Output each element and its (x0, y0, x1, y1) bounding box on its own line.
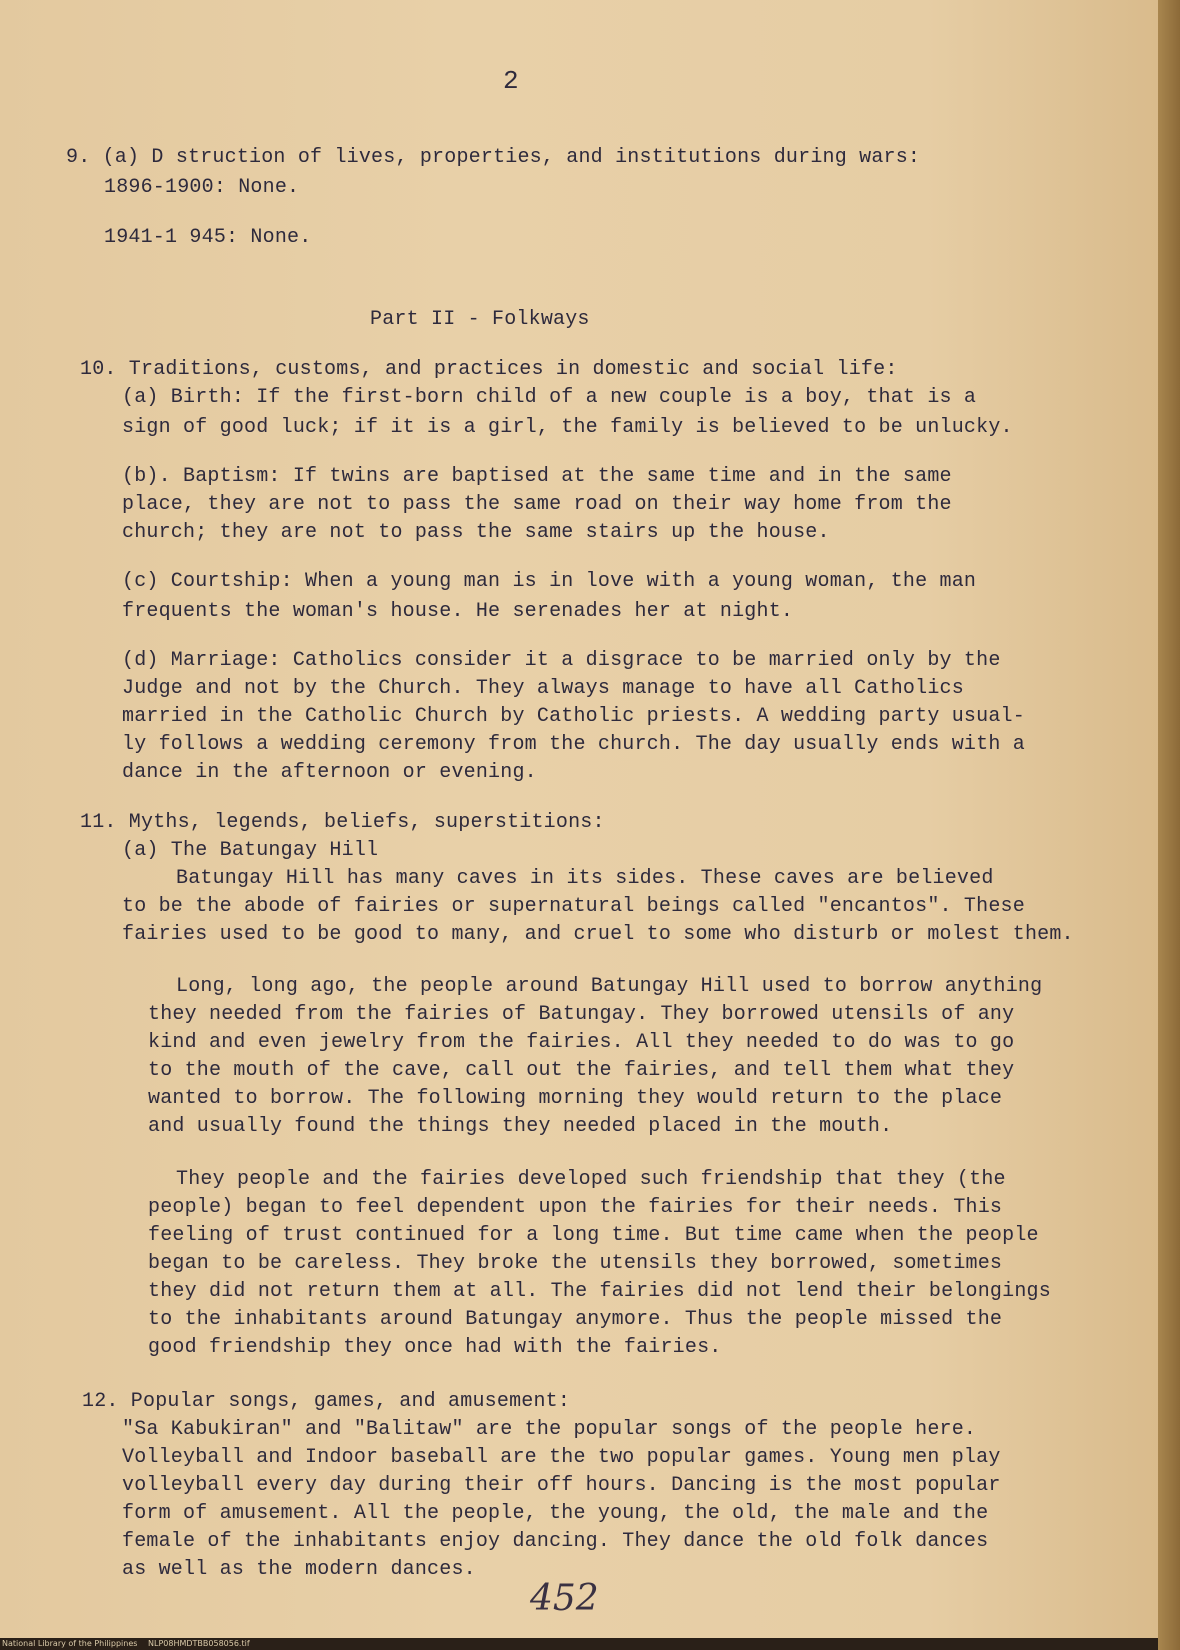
marriage-text: ly follows a wedding ceremony from the church. The day usually ends with a (122, 733, 1025, 756)
legend-text: they did not return them at all. The fairies did not lend their belongings (148, 1280, 1051, 1303)
amusement-text: "Sa Kabukiran" and "Balitaw" are the popular songs of the people here. (122, 1418, 977, 1441)
file-name: NLP08HMDTBB058056.tif (148, 1639, 250, 1648)
legend-text: fairies used to be good to many, and cruel to some who disturb or molest them. (122, 923, 1074, 946)
marriage-text: (d) Marriage: Catholics consider it a disgrace to be married only by the (122, 649, 1001, 672)
legend-text: feeling of trust continued for a long time. But time came when the people (148, 1224, 1039, 1247)
legend-text: people) began to feel dependent upon the fairies for their needs. This (148, 1196, 1003, 1219)
legend-text: Batungay Hill has many caves in its sides. These caves are believed (176, 867, 994, 890)
library-credit: National Library of the Philippines (2, 1639, 138, 1648)
legend-title: (a) The Batungay Hill (122, 839, 379, 862)
birth-text: (a) Birth: If the first-born child of a new couple is a boy, that is a (122, 386, 977, 409)
baptism-text: place, they are not to pass the same road on their way home from the (122, 493, 952, 516)
legend-text: they needed from the fairies of Batungay. They borrowed utensils of any (148, 1003, 1015, 1026)
section-9-line: 9. (a) D struction of lives, properties, and institutions during wars: (66, 146, 921, 169)
amusement-text: Volleyball and Indoor baseball are the two popular games. Young men play (122, 1446, 1001, 1469)
page-edge (1158, 0, 1180, 1650)
legend-text: to be the abode of fairies or supernatural beings called "encantos". These (122, 895, 1025, 918)
marriage-text: married in the Catholic Church by Catholic priests. A wedding party usual- (122, 705, 1025, 728)
legend-text: to the mouth of the cave, call out the fairies, and tell them what they (148, 1059, 1015, 1082)
legend-text: began to be careless. They broke the utensils they borrowed, sometimes (148, 1252, 1003, 1275)
amusement-text: form of amusement. All the people, the young, the old, the male and the (122, 1502, 989, 1525)
page-number: 2 (503, 66, 519, 96)
section-10-heading: 10. Traditions, customs, and practices in domestic and social life: (80, 358, 898, 381)
folio-number: 452 (530, 1578, 599, 1619)
legend-text: and usually found the things they needed placed in the mouth. (148, 1115, 893, 1138)
section-9-line: 1896-1900: None. (104, 176, 300, 199)
marriage-text: Judge and not by the Church. They always manage to have all Catholics (122, 677, 964, 700)
legend-text: good friendship they once had with the fairies. (148, 1336, 722, 1359)
amusement-text: volleyball every day during their off hours. Dancing is the most popular (122, 1474, 1001, 1497)
legend-text: to the inhabitants around Batungay anymore. Thus the people missed the (148, 1308, 1003, 1331)
baptism-text: church; they are not to pass the same stairs up the house. (122, 521, 830, 544)
legend-text: They people and the fairies developed such friendship that they (the (176, 1168, 1006, 1191)
legend-text: wanted to borrow. The following morning they would return to the place (148, 1087, 1003, 1110)
amusement-text: female of the inhabitants enjoy dancing. They dance the old folk dances (122, 1530, 989, 1553)
marriage-text: dance in the afternoon or evening. (122, 761, 537, 784)
amusement-text: as well as the modern dances. (122, 1558, 476, 1581)
section-12-heading: 12. Popular songs, games, and amusement: (82, 1390, 571, 1413)
courtship-text: frequents the woman's house. He serenades her at night. (122, 600, 794, 623)
part-heading: Part II - Folkways (370, 308, 590, 331)
legend-text: kind and even jewelry from the fairies. All they needed to do was to go (148, 1031, 1015, 1054)
courtship-text: (c) Courtship: When a young man is in love with a young woman, the man (122, 570, 977, 593)
legend-text: Long, long ago, the people around Batungay Hill used to borrow anything (176, 975, 1043, 998)
birth-text: sign of good luck; if it is a girl, the family is believed to be unlucky. (122, 416, 1013, 439)
scan-footer (0, 1638, 1158, 1650)
section-11-heading: 11. Myths, legends, beliefs, superstitions: (80, 811, 605, 834)
section-9-line: 1941-1 945: None. (104, 226, 312, 249)
baptism-text: (b). Baptism: If twins are baptised at the same time and in the same (122, 465, 952, 488)
